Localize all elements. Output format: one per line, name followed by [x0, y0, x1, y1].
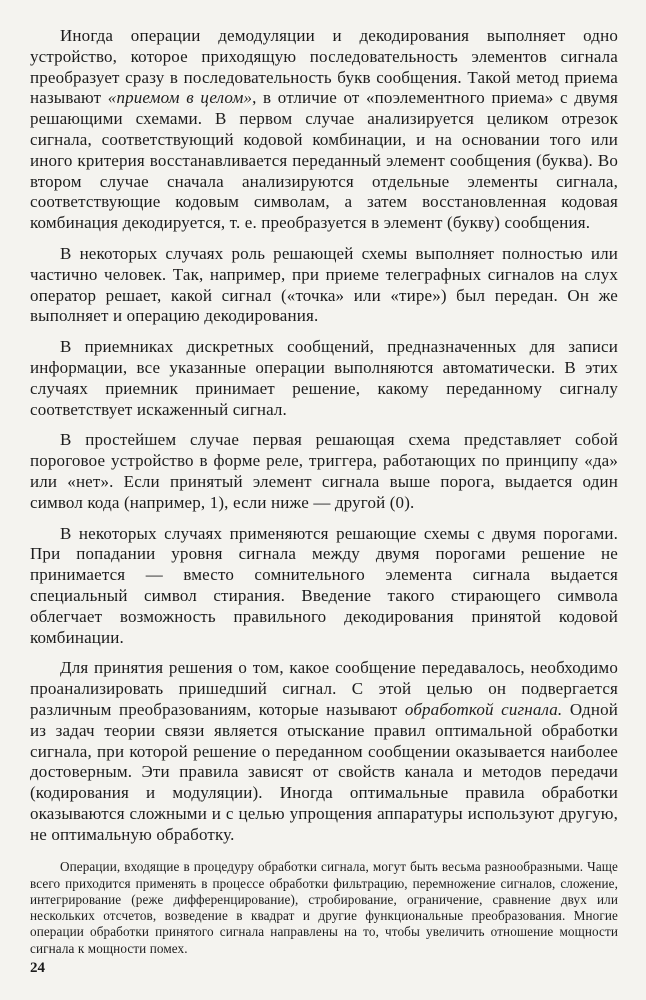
footnote-paragraph: Операции, входящие в процедуру обработки сигнала, могут быть весьма разнообразными. Чаще всего приходится применять в процессе обработки фильтрацию, перемножение сигналов, сложение, интегрирование (реже дифференцирование), стробирование, ограничение, сравнение двух или нескольких отсчетов, возведение в квадрат и другие функциональные преобразования. Многие операции обработки принятого сигнала направлены на то, чтобы увеличить отношение мощности сигнала к мощности помех.: [30, 859, 618, 956]
paragraph-p6: [30, 658, 618, 845]
paragraph-text: Для принятия решения о том, какое сообщение передавалось, необходимо проанализировать пришедший сигнал. С этой целью он подвергается различным преобразованиям, которые называют: [30, 658, 618, 719]
paragraph-text: В некоторых случаях применяются решающие схемы с двумя порогами. При попадании уровня сигнала между двумя порогами решение не принимается — вместо сомнительного элемента сигнала выдается специальный символ стирания. Введение такого стирающего символа облегчает возможность правильного декодирования принятой кодовой комбинации.: [30, 523, 618, 647]
paragraph-text: , в отличие от «поэлементного приема» с двумя решающими схемами. В первом случае анализируется целиком отрезок сигнала, соответствующий кодовой комбинации, и на основании того или иного критерия восстанавливается переданный элемент сообщения (буква). Во втором случае сначала анализируются отдельные элементы сигнала, соответствующие кодовым символам, а затем восстановленная кодовая комбинация декодируется, т. е. преобразуется в элемент (букву) сообщения.: [30, 88, 618, 233]
emphasized-text: «приемом в целом»: [107, 88, 253, 108]
paragraph-p5: [30, 524, 618, 649]
paragraph-text: Иногда операции демодуляции и декодирования выполняет одно устройство, которое приходящую последовательность элементов сигнала преобразует сразу в последовательность букв сообщения. Такой метод приема называют: [30, 26, 618, 108]
paragraph-p3: [30, 337, 618, 420]
book-page: [30, 26, 618, 957]
emphasized-text: обработкой сигнала.: [404, 699, 563, 719]
body-text: [30, 26, 618, 845]
paragraph-text: В некоторых случаях роль решающей схемы выполняет полностью или частично человек. Так, например, при приеме телеграфных сигналов на слух оператор решает, какой сигнал («точка» или «тире») был передан. Он же выполняет и операцию декодирования.: [30, 243, 618, 326]
paragraph-text: В приемниках дискретных сообщений, предназначенных для записи информации, все указанные операции выполняются автоматически. В этих случаях приемник принимает решение, какому переданному сигналу соответствует искаженный сигнал.: [30, 337, 618, 419]
page-number: 24: [30, 960, 45, 976]
paragraph-text: Одной из задач теории связи является отыскание правил оптимальной обработки сигнала, при которой решение о переданном сообщении оказывается наиболее достоверным. Эти правила зависят от свойств канала и методов передачи (кодирования и модуляции). Иногда оптимальные правила обработки оказываются сложными и с целью упрощения аппаратуры используют другую, не оптимальную обработку.: [30, 699, 618, 844]
paragraph-p2: [30, 244, 618, 327]
paragraph-text: В простейшем случае первая решающая схема представляет собой пороговое устройство в форме реле, триггера, работающих по принципу «да» или «нет». Если принятый элемент сигнала выше порога, выдается один символ кода (например, 1), если ниже — другой (0).: [30, 430, 618, 512]
paragraph-p1: [30, 26, 618, 234]
paragraph-p4: [30, 430, 618, 513]
